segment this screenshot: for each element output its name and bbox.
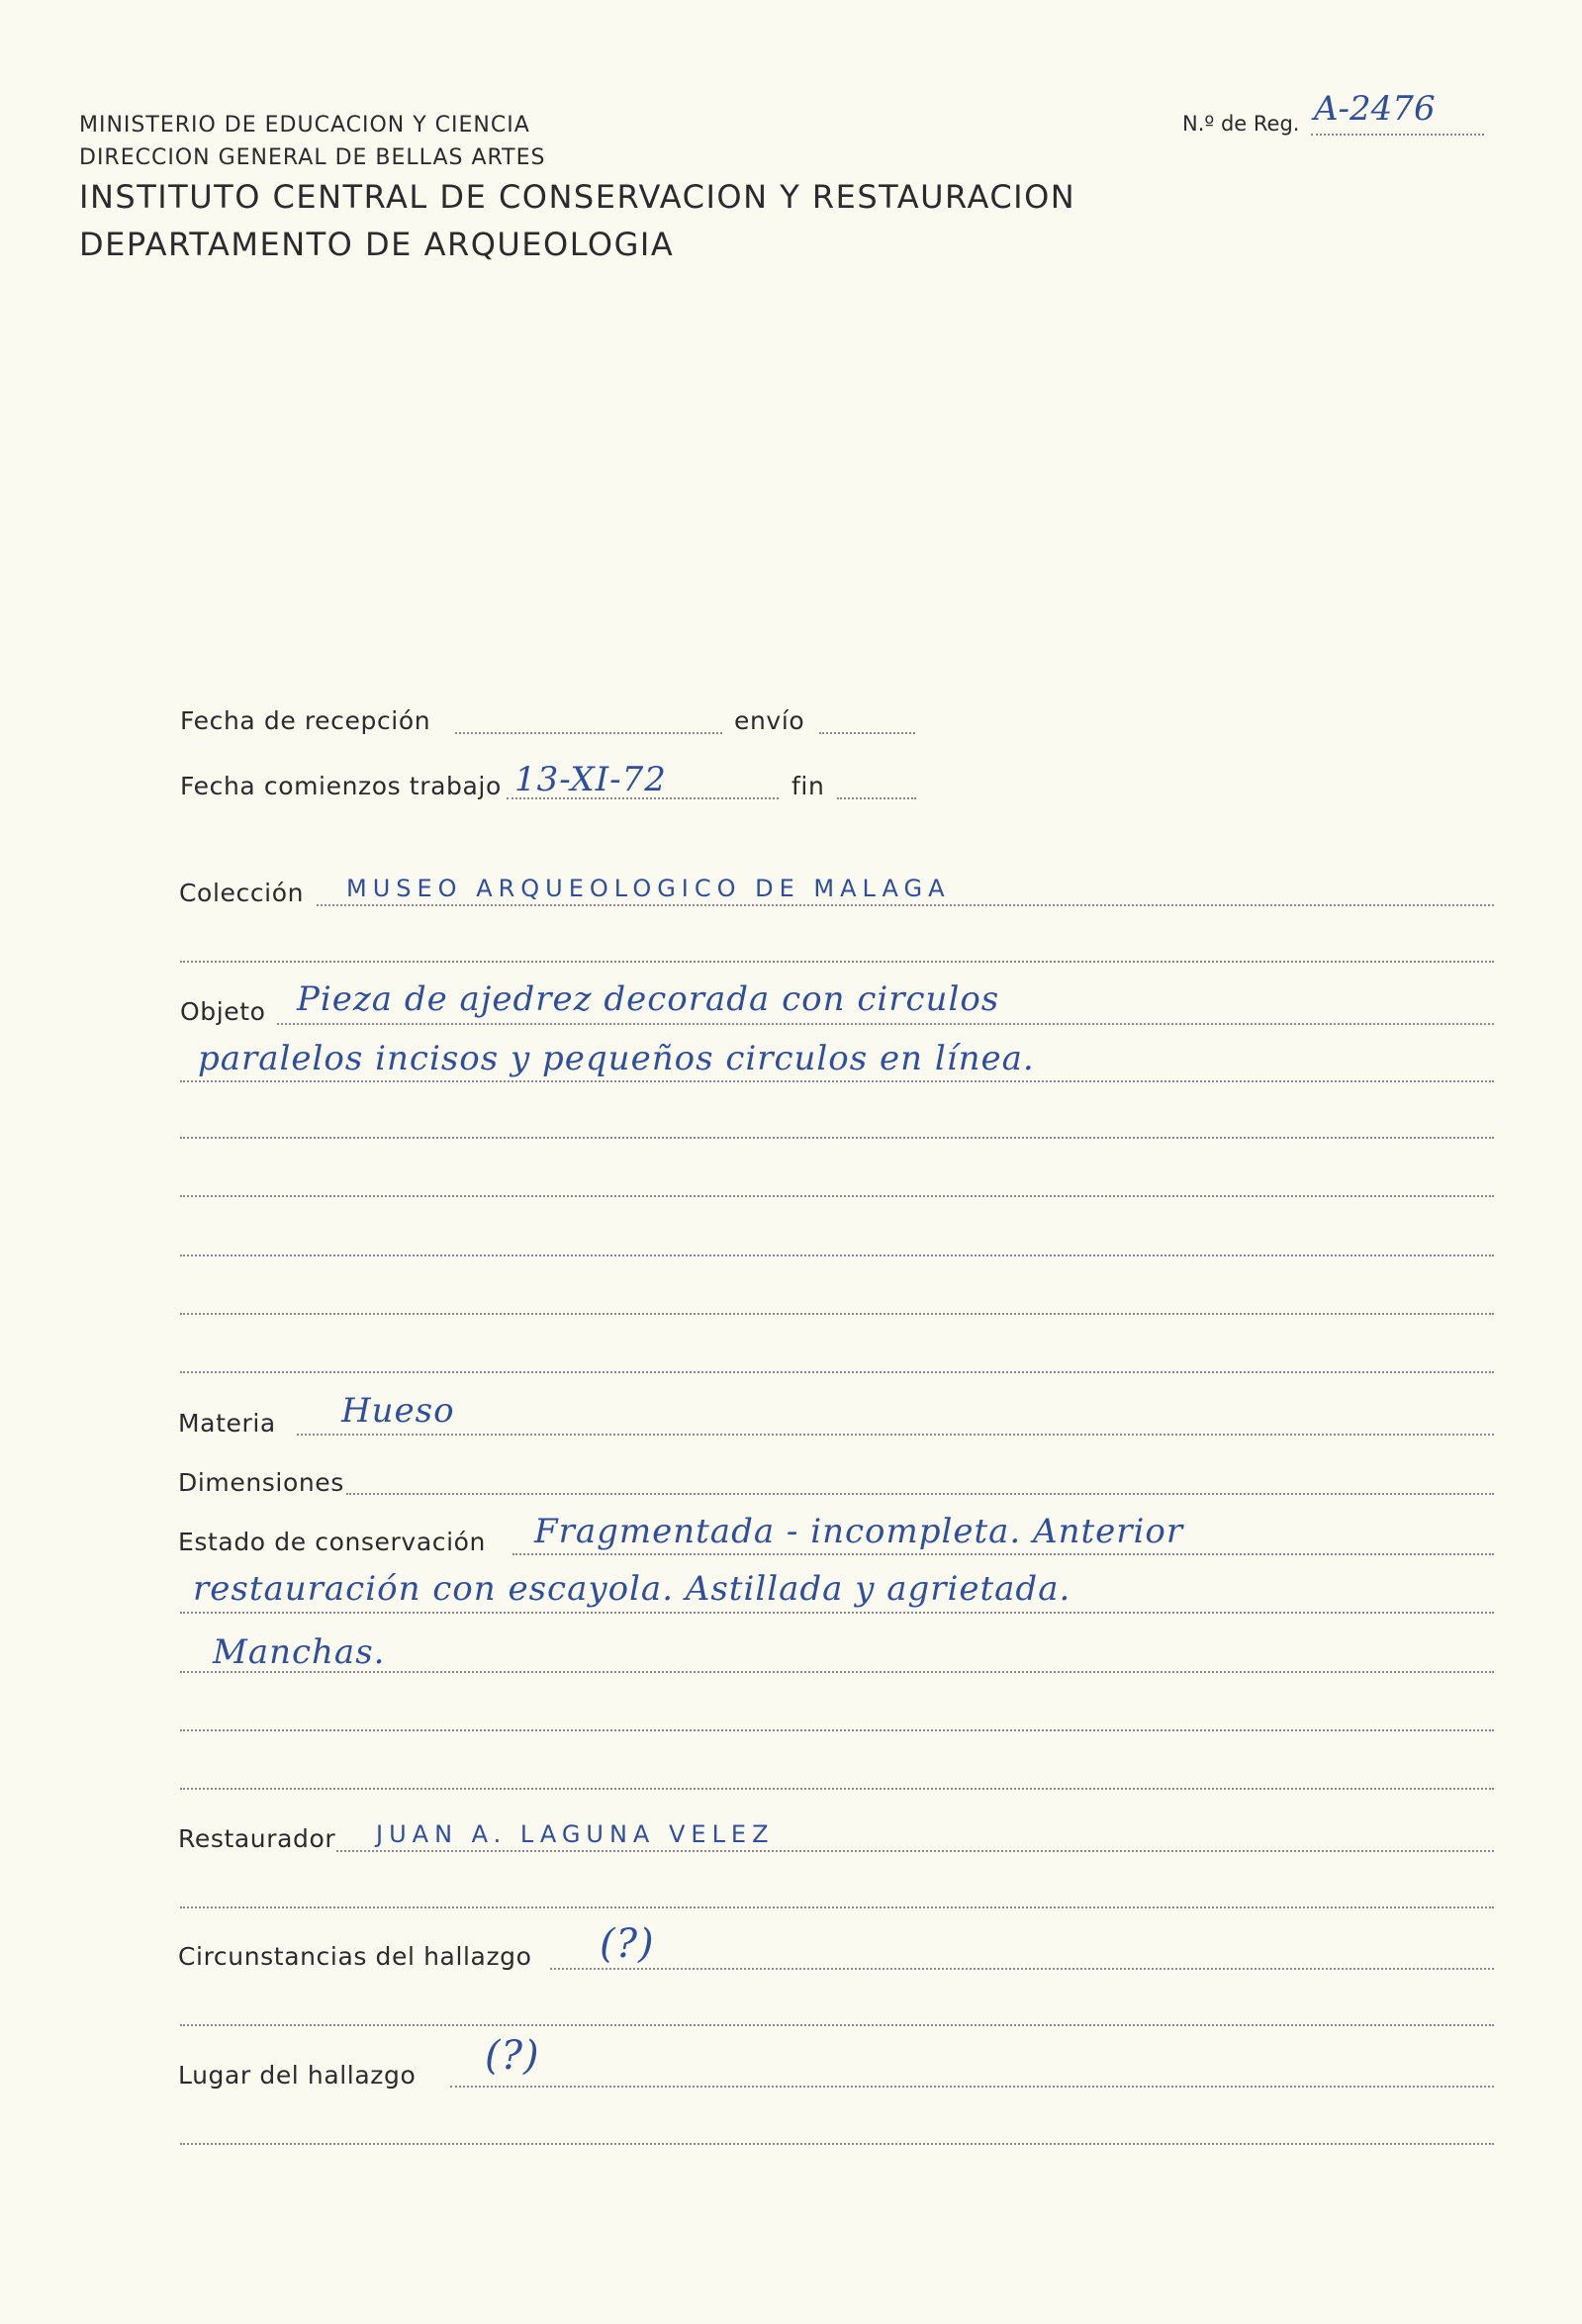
lugar-line-1 (450, 2086, 1494, 2088)
estado-value-line-2: restauración con escayola. Astillada y agrietada. (193, 1569, 1071, 1609)
dimensiones-line (346, 1493, 1494, 1495)
fin-line (837, 797, 916, 799)
ministry-heading: MINISTERIO DE EDUCACION Y CIENCIA (79, 113, 530, 138)
estado-line-5 (180, 1788, 1494, 1790)
materia-value: Hueso (341, 1391, 455, 1431)
materia-line (297, 1434, 1494, 1436)
reg-number-line (1311, 134, 1484, 136)
estado-line-4 (180, 1729, 1494, 1731)
objeto-line-2 (180, 1080, 1494, 1082)
fecha-comienzos-label: Fecha comienzos trabajo (180, 772, 502, 800)
estado-label: Estado de conservación (178, 1528, 486, 1556)
objeto-label: Objeto (180, 997, 266, 1026)
restaurador-line-2 (180, 1906, 1494, 1908)
fecha-recepcion-label: Fecha de recepción (180, 706, 431, 735)
restaurador-value: JUAN A. LAGUNA VELEZ (376, 1820, 775, 1848)
objeto-line-1 (277, 1023, 1494, 1025)
circunstancias-value: (?) (600, 1921, 655, 1967)
objeto-line-4 (180, 1195, 1494, 1197)
department-heading: DEPARTAMENTO DE ARQUEOLOGIA (79, 226, 675, 263)
dimensiones-label: Dimensiones (178, 1468, 344, 1497)
lugar-value: (?) (485, 2033, 540, 2079)
coleccion-line-2 (180, 961, 1494, 963)
circunstancias-label: Circunstancias del hallazgo (178, 1942, 532, 1971)
coleccion-label: Colección (179, 879, 305, 907)
estado-line-1 (512, 1553, 1494, 1555)
circunstancias-line-1 (550, 1968, 1494, 1970)
materia-label: Materia (178, 1409, 276, 1438)
reg-number-value: A-2476 (1314, 89, 1436, 129)
lugar-label: Lugar del hallazgo (178, 2061, 417, 2090)
fecha-comienzos-value: 13-XI-72 (514, 760, 667, 799)
fecha-recepcion-line (455, 732, 722, 734)
coleccion-value: MUSEO ARQUEOLOGICO DE MALAGA (346, 875, 951, 902)
envio-line (819, 732, 915, 734)
objeto-line-3 (180, 1137, 1494, 1139)
institute-heading: INSTITUTO CENTRAL DE CONSERVACION Y RESTAURACION (79, 178, 1076, 216)
fin-label: fin (791, 772, 825, 800)
envio-label: envío (734, 706, 805, 735)
objeto-value-line-1: Pieza de ajedrez decorada con circulos (297, 979, 1000, 1019)
restaurador-label: Restaurador (178, 1824, 336, 1853)
objeto-line-5 (180, 1255, 1494, 1256)
direction-heading: DIRECCION GENERAL DE BELLAS ARTES (79, 145, 546, 170)
lugar-line-2 (180, 2143, 1494, 2145)
circunstancias-line-2 (180, 2024, 1494, 2026)
objeto-line-7 (180, 1371, 1494, 1373)
restaurador-line-1 (336, 1850, 1494, 1852)
estado-value-line-1: Fragmentada - incompleta. Anterior (534, 1512, 1184, 1551)
reg-number-label: N.º de Reg. (1182, 112, 1300, 136)
coleccion-line-1 (317, 904, 1494, 906)
estado-value-line-3: Manchas. (213, 1632, 386, 1672)
objeto-value-line-2: paralelos incisos y pequeños circulos en línea. (198, 1039, 1035, 1078)
estado-line-2 (180, 1612, 1494, 1614)
objeto-line-6 (180, 1313, 1494, 1315)
